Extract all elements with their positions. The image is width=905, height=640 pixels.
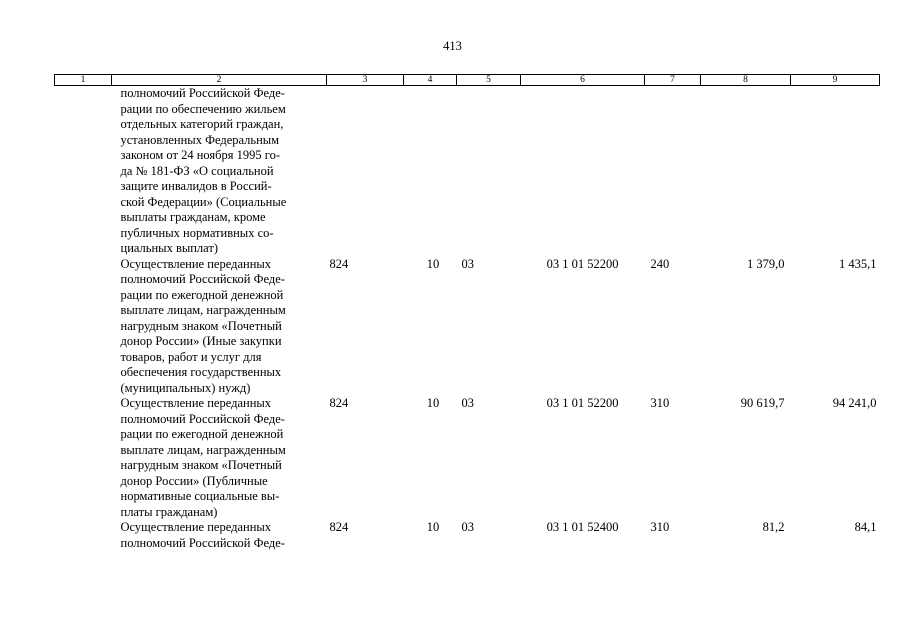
table-row: [55, 86, 880, 257]
item-name-line: донор России» (Иные закупки: [120, 334, 282, 348]
column-number-header: 7: [645, 75, 701, 86]
grbs-code-cell: [327, 86, 404, 257]
column-number-header: 6: [521, 75, 645, 86]
column-number-header: 1: [55, 75, 112, 86]
target-article-cell: [521, 86, 645, 257]
item-name-line: установленных Федеральным: [120, 132, 280, 147]
subsection-code-cell: [457, 86, 521, 257]
item-name-line: обеспечения государственных: [120, 365, 282, 379]
item-name-line: рации по ежегодной денежной: [120, 287, 284, 302]
item-name-line: Осуществление переданных: [120, 396, 272, 410]
table-row: [55, 520, 880, 551]
section-code-cell: 10: [426, 520, 440, 534]
amount-year1-cell: 81,2: [762, 520, 785, 534]
section-code-cell: [404, 86, 457, 257]
section-code-cell: 10: [426, 256, 440, 271]
item-name-line: (муниципальных) нужд): [120, 380, 251, 395]
item-name-line: Осуществление переданных: [120, 520, 272, 534]
item-name-line: рации по ежегодной денежной: [120, 427, 284, 441]
target-article-cell: 03 1 01 52200: [546, 256, 619, 271]
amount-year1-cell: [701, 86, 791, 257]
item-name-line: защите инвалидов в Россий-: [120, 179, 272, 193]
item-name-cell: [112, 396, 327, 520]
item-name-line: рации по обеспечению жильем: [120, 101, 286, 116]
grbs-code-cell: 824: [329, 396, 349, 410]
expense-type-cell: 310: [650, 396, 670, 410]
amount-year1-cell: 1 379,0: [747, 256, 785, 271]
section-code-cell: 10: [426, 396, 440, 410]
amount-year1-cell: 90 619,7: [740, 396, 785, 410]
column-number-header: 5: [457, 75, 521, 86]
expense-type-cell: 310: [650, 520, 670, 534]
row-number-cell: [55, 86, 112, 257]
subsection-code-cell: 03: [461, 396, 474, 410]
item-name-line: полномочий Российской Феде-: [120, 272, 285, 286]
item-name-cell: [112, 520, 327, 551]
table-row: [55, 396, 880, 520]
column-number-header: 4: [404, 75, 457, 86]
subsection-code-cell: 03: [461, 256, 474, 271]
row-number-cell: [55, 520, 112, 551]
item-name-line: выплате лицам, награжденным: [120, 442, 286, 457]
item-name-line: нагрудным знаком «Почетный: [120, 318, 282, 333]
expense-type-cell: [645, 86, 701, 257]
item-name-line: законом от 24 ноября 1995 го-: [120, 148, 280, 162]
item-name-line: да № 181-ФЗ «О социальной: [120, 163, 274, 178]
amount-year2-cell: 94 241,0: [832, 396, 877, 410]
item-name-line: циальных выплат): [120, 241, 219, 255]
budget-table: [54, 74, 880, 551]
column-number-row: [55, 75, 880, 86]
item-name-line: нормативные социальные вы-: [120, 489, 280, 503]
item-name-line: нагрудным знаком «Почетный: [120, 458, 282, 472]
grbs-code-cell: 824: [329, 520, 349, 534]
item-name-line: товаров, работ и услуг для: [120, 349, 262, 364]
page-number: 413: [443, 39, 462, 53]
item-name-line: выплате лицам, награжденным: [120, 303, 286, 317]
item-name-line: выплаты гражданам, кроме: [120, 210, 266, 224]
item-name-line: донор России» (Публичные: [120, 473, 268, 488]
amount-year2-cell: 84,1: [854, 520, 877, 534]
row-number-cell: [55, 396, 112, 520]
item-name-line: Осуществление переданных: [120, 256, 272, 271]
amount-year2-cell: 1 435,1: [839, 256, 877, 271]
amount-year2-cell: [791, 86, 880, 257]
item-name-cell: [112, 257, 327, 397]
target-article-cell: 03 1 01 52400: [546, 520, 619, 534]
column-number-header: 8: [701, 75, 791, 86]
target-article-cell: 03 1 01 52200: [546, 396, 619, 410]
item-name-line: полномочий Российской Феде-: [120, 535, 285, 550]
table-row: [55, 257, 880, 397]
column-number-header: 2: [112, 75, 327, 86]
subsection-code-cell: 03: [461, 520, 474, 534]
expense-type-cell: 240: [650, 256, 670, 271]
item-name-line: полномочий Российской Феде-: [120, 86, 285, 100]
column-number-header: 9: [791, 75, 880, 86]
item-name-line: платы гражданам): [120, 504, 218, 519]
item-name-line: полномочий Российской Феде-: [120, 411, 285, 426]
item-name-line: ской Федерации» (Социальные: [120, 194, 287, 209]
column-number-header: 3: [327, 75, 404, 86]
grbs-code-cell: 824: [329, 256, 349, 271]
row-number-cell: [55, 257, 112, 397]
item-name-cell: [112, 86, 327, 257]
item-name-line: публичных нормативных со-: [120, 225, 274, 240]
item-name-line: отдельных категорий граждан,: [120, 117, 284, 131]
